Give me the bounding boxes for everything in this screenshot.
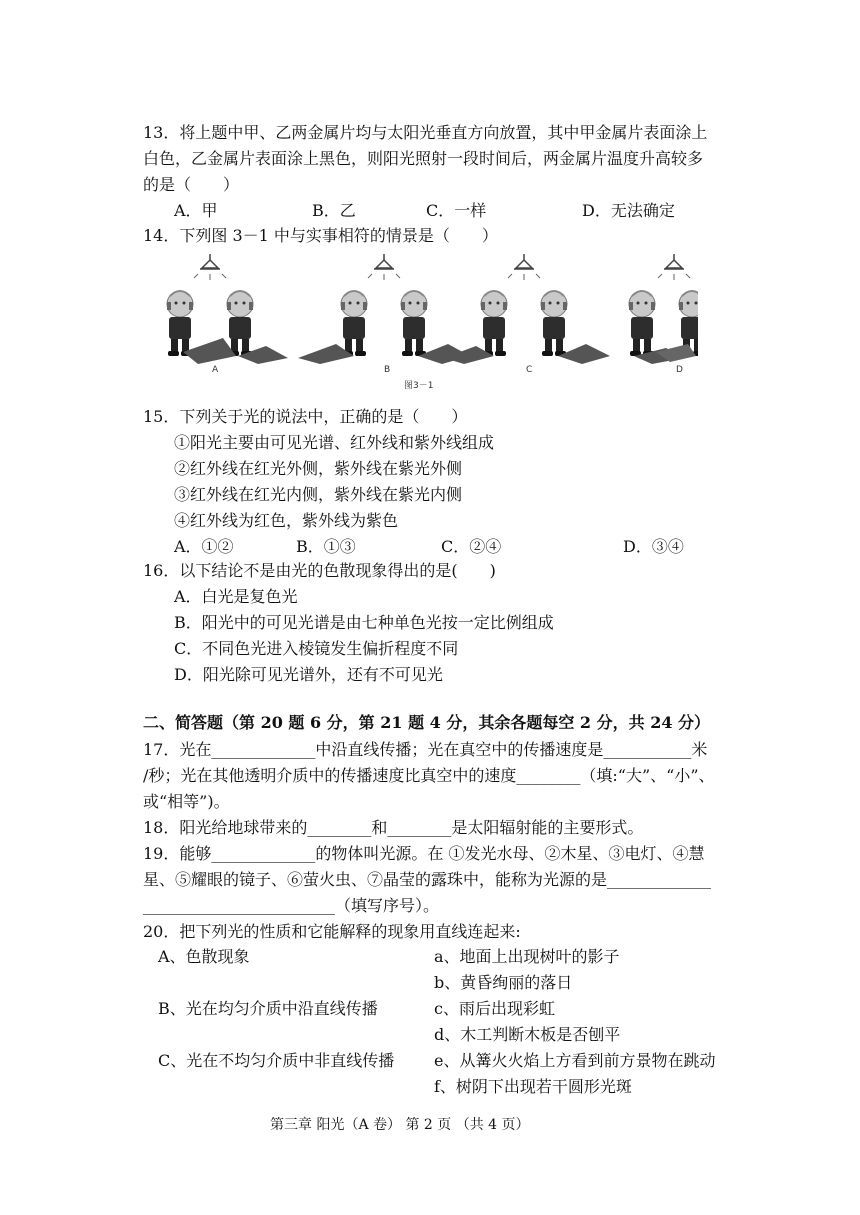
q20-right-f: f、树阴下出现若干圆形光斑: [434, 1077, 632, 1096]
q20-right-a: a、地面上出现树叶的影子: [434, 947, 620, 966]
q15-statement-2: ②红外线在红光外侧，紫外线在紫光外侧: [174, 459, 463, 478]
q20-right-b: b、黄昏绚丽的落日: [434, 973, 573, 992]
q17-line1: 17．光在_____________中沿直线传播；光在真空中的传播速度是___________米: [143, 740, 708, 759]
q15-option-b: B．①③: [296, 537, 356, 556]
q20-right-e: e、从篝火火焰上方看到前方景物在跳动: [434, 1051, 716, 1070]
q20-stem: 20．把下列光的性质和它能解释的现象用直线连起来:: [143, 922, 521, 941]
figure-label-b: B: [384, 365, 391, 375]
q16-option-b: B．阳光中的可见光谱是由七种单色光按一定比例组成: [174, 613, 554, 632]
q13-option-a: A．甲: [174, 201, 218, 220]
figure-label-c: C: [526, 365, 533, 375]
q16-option-d: D．阳光除可见光谱外，还有不可见光: [174, 665, 443, 684]
q14-stem: 14．下列图 3－1 中与实事相符的情景是（ ）: [143, 226, 498, 245]
q17-line2: /秒；光在其他透明介质中的传播速度比真空中的速度________（填:“大”、“小”、: [143, 766, 715, 785]
page-footer: 第三章 阳光（A 卷） 第 2 页 （共 4 页）: [270, 1117, 530, 1133]
q20-right-c: c、雨后出现彩虹: [434, 999, 555, 1018]
q19-line1: 19．能够_____________的物体叫光源。在 ①发光水母、②木星、③电灯、④慧: [143, 844, 705, 863]
section-2-heading: 二、简答题（第 20 题 6 分，第 21 题 4 分，其余各题每空 2 分，共 24 分）: [143, 713, 711, 732]
q13-option-c: C．一样: [426, 201, 487, 220]
figure-caption: 图3－1: [404, 381, 434, 391]
q19-line3: ________________________（填写序号）。: [143, 896, 440, 915]
q15-option-a: A．①②: [174, 537, 234, 556]
figure-panel-d: [629, 254, 698, 375]
figure-panel-a: [167, 254, 288, 375]
q20-left-c: C、光在不均匀介质中非直线传播: [158, 1051, 395, 1070]
q15-statement-3: ③红外线在红光内侧，紫外线在紫光内侧: [174, 485, 463, 504]
figure-panel-c: [444, 254, 610, 375]
q13-line3: 的是（ ）: [143, 175, 240, 194]
figure-label-a: A: [212, 365, 219, 375]
q16-option-c: C．不同色光进入棱镜发生偏折程度不同: [174, 639, 459, 658]
q15-option-c: C．②④: [441, 537, 502, 556]
q15-statement-1: ①阳光主要由可见光谱、红外线和紫外线组成: [174, 433, 495, 452]
q17-line3: 或“相等”)。: [143, 792, 230, 811]
q15-statement-4: ④红外线为红色，紫外线为紫色: [174, 511, 399, 530]
q15-option-d: D．③④: [623, 537, 684, 556]
figure-panel-b: [298, 254, 470, 375]
figure-label-d: D: [676, 365, 683, 375]
q15-stem: 15．下列关于光的说法中，正确的是（ ）: [143, 407, 468, 426]
q18-line1: 18．阳光给地球带来的________和________是太阳辐射能的主要形式。: [143, 818, 644, 837]
q19-line2: 星、⑤耀眼的镜子、⑥萤火虫、⑦晶莹的露珠中，能称为光源的是_____________: [143, 870, 712, 889]
q20-left-a: A、色散现象: [158, 947, 250, 966]
figure-3-1: [158, 252, 698, 392]
q16-stem: 16．以下结论不是由光的色散现象得出的是( ): [143, 561, 496, 580]
q20-right-d: d、木工判断木板是否刨平: [434, 1025, 621, 1044]
q13-line2: 白色，乙金属片表面涂上黑色，则阳光照射一段时间后，两金属片温度升高较多: [143, 149, 704, 168]
q20-left-b: B、光在均匀介质中沿直线传播: [158, 999, 378, 1018]
q16-option-a: A．白光是复色光: [174, 587, 298, 606]
q13-line1: 13．将上题中甲、乙两金属片均与太阳光垂直方向放置，其中甲金属片表面涂上: [143, 123, 708, 142]
q13-option-b: B．乙: [312, 201, 356, 220]
q13-option-d: D．无法确定: [582, 201, 675, 220]
